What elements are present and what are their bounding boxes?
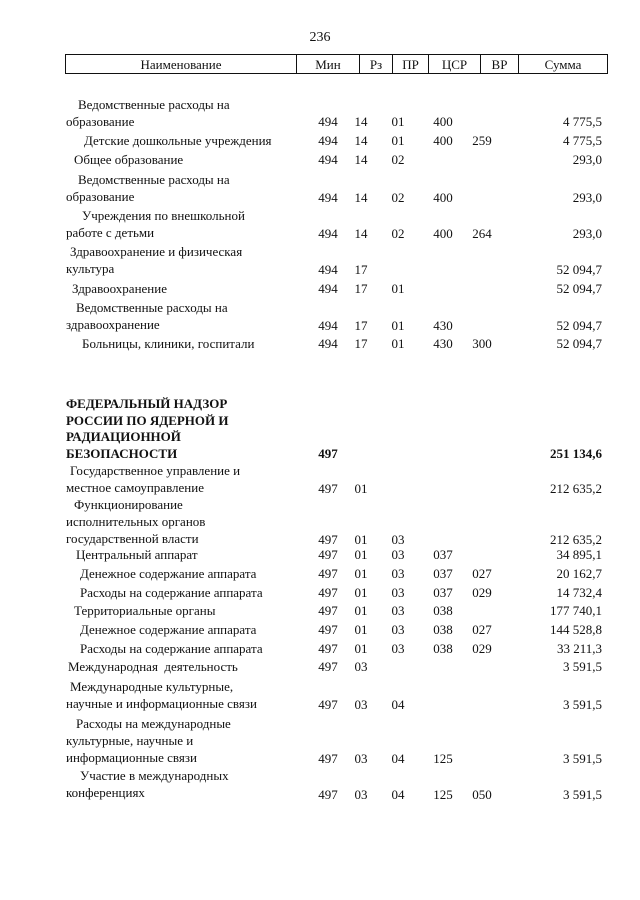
cell-csr: 430 — [433, 318, 453, 333]
cell-min: 494 — [318, 152, 338, 167]
cell-sum: 33 211,3 — [556, 641, 602, 656]
header-pr: ПР — [392, 55, 428, 73]
row-name-line: Расходы на содержание аппарата — [80, 641, 263, 656]
cell-rz: 01 — [354, 603, 368, 618]
cell-rz: 14 — [354, 133, 368, 148]
row-name-line: Ведомственные расходы на — [78, 97, 230, 112]
cell-min: 494 — [318, 281, 338, 296]
cell-csr: 038 — [433, 622, 453, 637]
cell-pr: 01 — [391, 281, 405, 296]
cell-sum: 293,0 — [572, 152, 602, 167]
cell-rz: 14 — [354, 226, 368, 241]
cell-pr: 03 — [391, 566, 405, 581]
page-number: 236 — [309, 30, 331, 45]
cell-min: 497 — [318, 585, 338, 600]
cell-csr: 430 — [433, 336, 453, 351]
row-name-line: культурные, научные и — [66, 733, 194, 748]
row-name-line: Ведомственные расходы на — [78, 172, 230, 187]
cell-csr: 125 — [433, 787, 453, 802]
cell-sum: 212 635,2 — [550, 481, 602, 496]
cell-vr: 264 — [472, 226, 492, 241]
header-min: Мин — [296, 55, 359, 73]
cell-rz: 01 — [354, 566, 368, 581]
cell-rz: 14 — [354, 190, 368, 205]
cell-min: 497 — [318, 751, 338, 766]
row-name-line: БЕЗОПАСНОСТИ — [66, 446, 178, 462]
cell-csr: 400 — [433, 133, 453, 148]
cell-pr: 03 — [391, 603, 405, 618]
cell-min: 494 — [318, 226, 338, 241]
cell-csr: 037 — [433, 547, 453, 562]
cell-sum: 14 732,4 — [556, 585, 602, 600]
cell-sum: 52 094,7 — [556, 262, 602, 277]
cell-sum: 4 775,5 — [563, 133, 602, 148]
cell-sum: 144 528,8 — [550, 622, 602, 637]
cell-sum: 293,0 — [572, 190, 602, 205]
cell-sum: 52 094,7 — [556, 318, 602, 333]
row-name-line: Общее образование — [74, 152, 184, 167]
cell-vr: 259 — [472, 133, 492, 148]
row-name-line: Центральный аппарат — [76, 547, 198, 562]
cell-rz: 03 — [354, 697, 368, 712]
row-name-line: Участие в международных — [80, 768, 229, 783]
cell-pr: 01 — [391, 336, 405, 351]
cell-min: 497 — [318, 697, 338, 712]
cell-pr: 03 — [391, 585, 405, 600]
row-name-line: Международные культурные, — [70, 679, 234, 694]
row-name-line: Денежное содержание аппарата — [80, 622, 257, 637]
cell-rz: 01 — [354, 547, 368, 562]
cell-sum: 251 134,6 — [550, 446, 602, 461]
cell-min: 494 — [318, 190, 338, 205]
cell-rz: 14 — [354, 114, 368, 129]
cell-min: 497 — [318, 603, 338, 618]
cell-sum: 293,0 — [572, 226, 602, 241]
cell-csr: 400 — [433, 190, 453, 205]
cell-pr: 03 — [391, 622, 405, 637]
row-name-line: научные и информационные связи — [66, 696, 257, 711]
row-name-line: Здравоохранение и физическая — [70, 244, 243, 259]
row-name-line: государственной власти — [66, 531, 199, 546]
cell-sum: 52 094,7 — [556, 336, 602, 351]
cell-min: 497 — [318, 566, 338, 581]
row-name-line: РАДИАЦИОННОЙ — [66, 429, 181, 445]
cell-min: 494 — [318, 133, 338, 148]
cell-rz: 01 — [354, 481, 368, 496]
cell-csr: 125 — [433, 751, 453, 766]
cell-pr: 04 — [391, 697, 405, 712]
header-rz: Рз — [359, 55, 392, 73]
cell-csr: 037 — [433, 566, 453, 581]
header-vr: ВР — [480, 55, 518, 73]
table-header — [65, 54, 608, 74]
row-name-line: Детские дошкольные учреждения — [84, 133, 272, 148]
cell-csr: 038 — [433, 641, 453, 656]
header-name: Наименование — [140, 57, 222, 72]
cell-sum: 20 162,7 — [556, 566, 602, 581]
cell-sum: 3 591,5 — [563, 659, 602, 674]
cell-sum: 3 591,5 — [563, 787, 602, 802]
cell-pr: 02 — [391, 152, 405, 167]
cell-rz: 17 — [354, 262, 368, 277]
row-name-line: исполнительных органов — [66, 514, 206, 529]
cell-sum: 4 775,5 — [563, 114, 602, 129]
cell-min: 497 — [318, 547, 338, 562]
cell-vr: 027 — [472, 566, 492, 581]
cell-min: 497 — [318, 622, 338, 637]
cell-vr: 027 — [472, 622, 492, 637]
cell-csr: 038 — [433, 603, 453, 618]
cell-vr: 050 — [472, 787, 492, 802]
cell-vr: 029 — [472, 585, 492, 600]
cell-vr: 300 — [472, 336, 492, 351]
row-name-line: Больницы, клиники, госпитали — [82, 336, 255, 351]
cell-sum: 34 895,1 — [556, 547, 602, 562]
cell-rz: 03 — [354, 659, 368, 674]
cell-min: 494 — [318, 262, 338, 277]
cell-pr: 04 — [391, 751, 405, 766]
cell-pr: 01 — [391, 114, 405, 129]
cell-min: 494 — [318, 318, 338, 333]
cell-pr: 01 — [391, 318, 405, 333]
cell-min: 497 — [318, 641, 338, 656]
cell-csr: 037 — [433, 585, 453, 600]
row-name-line: Функционирование — [74, 497, 183, 512]
row-name-line: Денежное содержание аппарата — [80, 566, 257, 581]
cell-sum: 177 740,1 — [550, 603, 602, 618]
row-name-line: образование — [66, 189, 135, 204]
cell-pr: 04 — [391, 787, 405, 802]
cell-min: 497 — [318, 481, 338, 496]
cell-pr: 01 — [391, 133, 405, 148]
header-csr: ЦСР — [428, 55, 480, 73]
row-name-line: работе с детьми — [66, 225, 155, 240]
cell-rz: 03 — [354, 787, 368, 802]
row-name-line: Здравоохранение — [72, 281, 167, 296]
cell-min: 494 — [318, 114, 338, 129]
cell-min: 497 — [318, 446, 338, 461]
row-name-line: культура — [66, 261, 115, 276]
cell-csr: 400 — [433, 226, 453, 241]
row-name-line: конференциях — [66, 785, 145, 800]
cell-min: 497 — [318, 787, 338, 802]
cell-csr: 400 — [433, 114, 453, 129]
cell-rz: 01 — [354, 532, 368, 547]
cell-rz: 17 — [354, 318, 368, 333]
cell-rz: 01 — [354, 622, 368, 637]
cell-min: 494 — [318, 336, 338, 351]
cell-rz: 17 — [354, 281, 368, 296]
row-name-line: Международная деятельность — [68, 659, 238, 674]
row-name-line: Государственное управление и — [70, 463, 241, 478]
cell-pr: 02 — [391, 190, 405, 205]
cell-pr: 03 — [391, 641, 405, 656]
row-name-line: местное самоуправление — [66, 480, 204, 495]
cell-rz: 01 — [354, 641, 368, 656]
cell-sum: 52 094,7 — [556, 281, 602, 296]
cell-pr: 02 — [391, 226, 405, 241]
cell-sum: 212 635,2 — [550, 532, 602, 547]
cell-rz: 14 — [354, 152, 368, 167]
cell-pr: 03 — [391, 532, 405, 547]
row-name-line: ФЕДЕРАЛЬНЫЙ НАДЗОР — [66, 396, 228, 411]
cell-vr: 029 — [472, 641, 492, 656]
row-name-line: Учреждения по внешкольной — [82, 208, 245, 223]
cell-rz: 01 — [354, 585, 368, 600]
row-name-line: Ведомственные расходы на — [76, 300, 228, 315]
cell-sum: 3 591,5 — [563, 751, 602, 766]
row-name-line: образование — [66, 114, 135, 129]
row-name-line: Расходы на международные — [76, 716, 231, 731]
row-name-line: информационные связи — [66, 750, 197, 765]
row-name-line: здравоохранение — [66, 317, 160, 332]
cell-min: 497 — [318, 659, 338, 674]
row-name-line: РОССИИ ПО ЯДЕРНОЙ И — [66, 412, 229, 428]
row-name-line: Территориальные органы — [74, 603, 216, 618]
cell-pr: 03 — [391, 547, 405, 562]
header-sum: Сумма — [518, 55, 607, 73]
cell-min: 497 — [318, 532, 338, 547]
cell-rz: 17 — [354, 336, 368, 351]
cell-sum: 3 591,5 — [563, 697, 602, 712]
row-name-line: Расходы на содержание аппарата — [80, 585, 263, 600]
cell-rz: 03 — [354, 751, 368, 766]
